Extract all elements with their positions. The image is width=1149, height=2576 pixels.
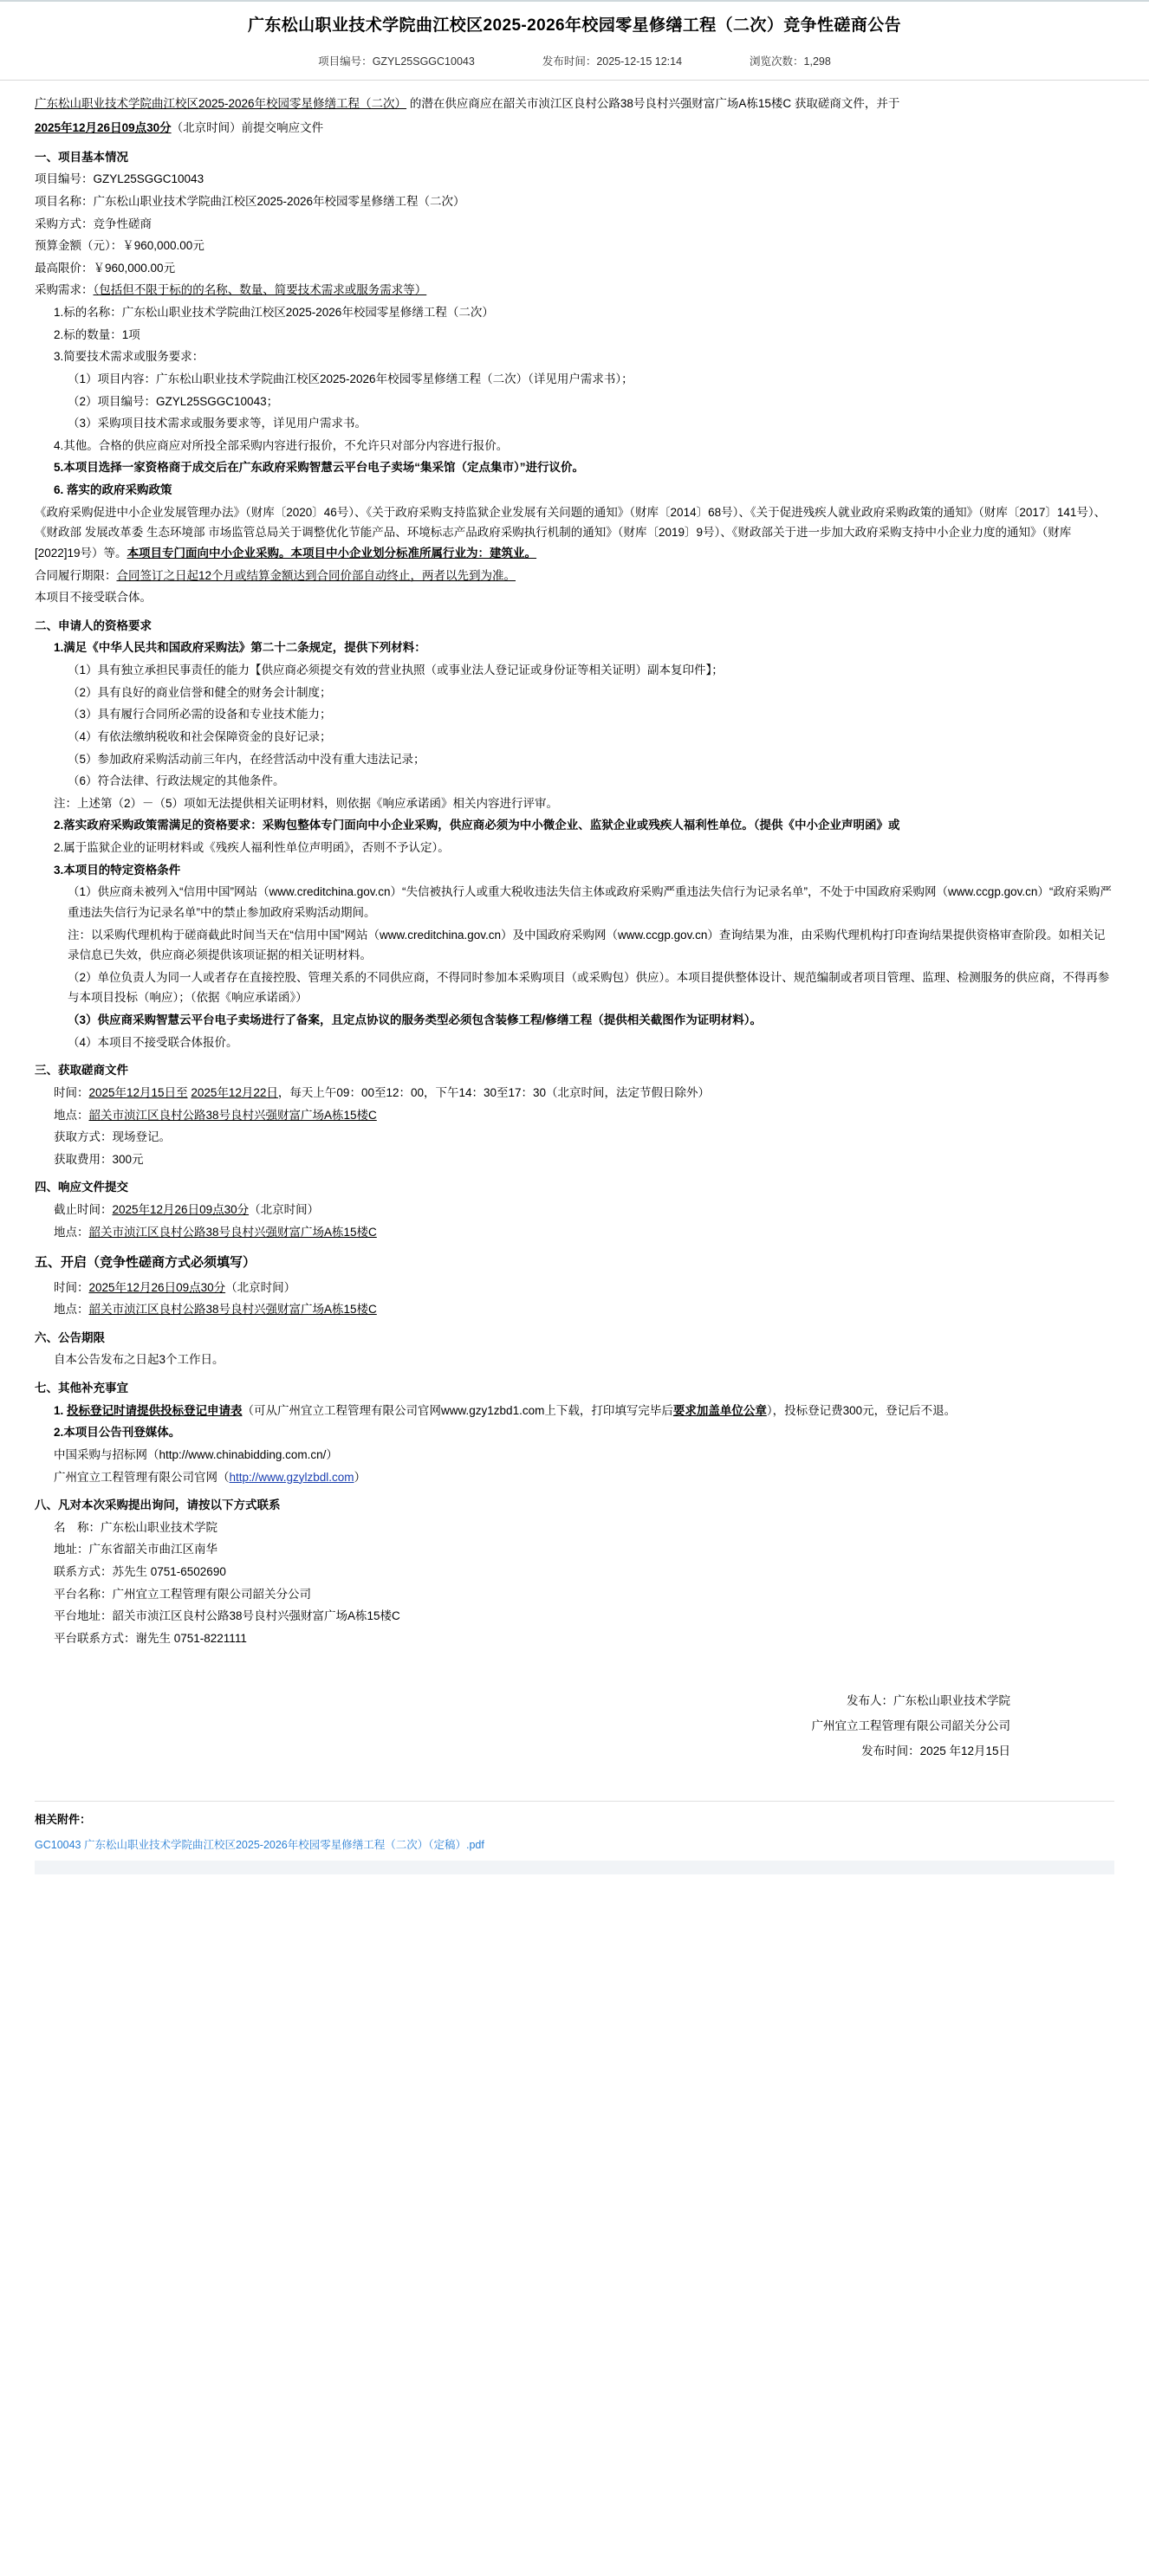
contract-period-label: 合同履行期限： bbox=[35, 568, 117, 582]
footer-publish-line bbox=[35, 1739, 1010, 1763]
footer-publisher-label: 发布人： bbox=[847, 1693, 893, 1707]
section4-place-value: 韶关市浈江区良村公路38号良村兴强财富广场A栋15楼C bbox=[88, 1225, 377, 1239]
intro-text-3: （北京时间）前提交响应文件 bbox=[171, 121, 324, 135]
policy-heading: 6. 落实的政府采购政策 bbox=[54, 483, 172, 497]
section5-time-label: 时间： bbox=[54, 1280, 89, 1294]
views-meta bbox=[750, 53, 831, 72]
project-number-meta bbox=[318, 53, 475, 72]
section7-media-2 bbox=[54, 1467, 1114, 1488]
section6-text: 自本公告发布之日起3个工作日。 bbox=[54, 1353, 224, 1367]
demand-label: 采购需求： bbox=[35, 283, 94, 297]
footer-publisher-value: 广东松山职业技术学院 bbox=[893, 1693, 1010, 1707]
section2-item3-sub-1: 注：以采购代理机构于磋商截此时间当天在“信用中国”网站（www.creditchina.gov.cn）及中国政府采购网（www.ccgp.gov.cn）查询结果为准，由采购代理机构打印查询结果提供资格审查阶段。如相关记录信息已失效，供应商必须提供该项证据的相关证明材料。 bbox=[68, 928, 1106, 962]
section3-time-from: 2025年12月15日至 bbox=[88, 1085, 188, 1099]
attachments-heading: 相关附件： bbox=[35, 1801, 1114, 1830]
section4-deadline-rest: （北京时间） bbox=[249, 1203, 320, 1217]
section2-item1-sub-1: （2）具有良好的商业信誉和健全的财务会计制度； bbox=[68, 685, 332, 699]
publish-time-value: 2025-12-15 12:14 bbox=[596, 55, 683, 68]
section7-item1 bbox=[54, 1401, 1114, 1421]
section2-item3-sub-3: （3）供应商采购智慧云平台电子卖场进行了备案，且定点协议的服务类型必须包含装修工程/修缮工程（提供相关截图作为证明材料）。 bbox=[68, 1013, 763, 1027]
section8-line-3: 平台名称：广州宜立工程管理有限公司韶关分公司 bbox=[54, 1587, 311, 1601]
section5-place-label: 地点： bbox=[54, 1303, 89, 1317]
intro-project-name: 广东松山职业技术学院曲江校区2025-2026年校园零星修缮工程（二次） bbox=[35, 97, 407, 111]
demand-sub-0: （1）项目内容：广东松山职业技术学院曲江校区2025-2026年校园零星修缮工程（二次）（详见用户需求书）； bbox=[68, 372, 633, 385]
demand-item-2: 3.简要技术需求或服务要求： bbox=[54, 350, 204, 364]
section5-heading: 五、开启（竞争性磋商方式必须填写） bbox=[35, 1255, 256, 1271]
section2-item3-sub-0: （1）供应商未被列入“信用中国”网站（www.creditchina.gov.cn）“失信被执行人或重大税收违法失信主体或政府采购严重违法失信行为记录名单”，不处于中国政府采购网（www.ccgp.gov.cn）“政府采购严重违法失信行为记录名单”中的禁止参加政府采购活动期间。 bbox=[68, 885, 1112, 919]
section3-fee: 获取费用：300元 bbox=[54, 1152, 144, 1166]
section8-line-4: 平台地址：韶关市浈江区良村公路38号良村兴强财富广场A栋15楼C bbox=[54, 1609, 400, 1623]
demand-sub-2: （3）采购项目技术需求或服务要求等，详见用户需求书。 bbox=[68, 417, 367, 430]
demand-item-5: 5.本项目选择一家资格商于成交后在广东政府采购智慧云平台电子卖场“集采馆（定点集市）”进行议价。 bbox=[54, 461, 585, 475]
section7-item1-bold: 投标登记时请提供投标登记申请表 bbox=[67, 1403, 243, 1417]
section1-line-0: 项目编号：GZYL25SGGC10043 bbox=[35, 172, 204, 186]
section2-item4: （4）本项目不接受联合体报价。 bbox=[68, 1035, 238, 1049]
section3-time-rest: ，每天上午09：00至12：00，下午14：30至17：30（北京时间，法定节假日除外） bbox=[277, 1085, 711, 1099]
project-number-value: GZYL25SGGC10043 bbox=[372, 55, 475, 68]
intro-paragraph bbox=[35, 93, 1114, 115]
section1-line-3: 预算金额（元）：￥960,000.00元 bbox=[35, 239, 204, 253]
demand-item-0: 1.标的名称：广东松山职业技术学院曲江校区2025-2026年校园零星修缮工程（二次） bbox=[54, 306, 494, 320]
title-bar bbox=[0, 0, 1149, 48]
page-title: 广东松山职业技术学院曲江校区2025-2026年校园零星修缮工程（二次）竞争性磋商公告 bbox=[247, 16, 902, 35]
section7-item1-text: （可从广州宜立工程管理有限公司官网www.gzy1zbd1.com上下载，打印填写完毕后 bbox=[242, 1403, 673, 1417]
footer-publish-date: 2025 年12月15日 bbox=[919, 1744, 1010, 1757]
intro-text-1: 的潜在供应商应在韶关市浈江区良村公路38号良村兴强财富广场A栋15楼C bbox=[409, 97, 792, 111]
document-meta bbox=[0, 48, 1149, 81]
section7-item1-bold2: 要求加盖单位公章 bbox=[672, 1403, 767, 1417]
section7-media-2-post: ） bbox=[354, 1470, 367, 1484]
section6-heading: 六、公告期限 bbox=[35, 1330, 105, 1344]
demand-item-1: 2.标的数量：1项 bbox=[54, 327, 140, 341]
section4-deadline-label: 截止时间： bbox=[54, 1203, 113, 1217]
section8-line-5: 平台联系方式：谢先生 0751-8221111 bbox=[54, 1631, 247, 1645]
section4-place-line bbox=[54, 1222, 1114, 1243]
policy-bold: 本项目专门面向中小企业采购。本项目中小企业划分标准所属行业为：建筑业。 bbox=[127, 546, 537, 560]
section2-note1: 注：上述第（2）－（5）项如无法提供相关证明材料，则依据《响应承诺函》相关内容进行评审。 bbox=[54, 796, 559, 810]
intro-text-2: 获取磋商文件，并于 bbox=[794, 97, 900, 111]
section4-place-label: 地点： bbox=[54, 1225, 89, 1239]
section1-line-1: 项目名称：广东松山职业技术学院曲江校区2025-2026年校园零星修缮工程（二次） bbox=[35, 194, 465, 208]
publish-time-label: 发布时间： bbox=[542, 55, 597, 68]
section7-media-1: 中国采购与招标网（http://www.chinabidding.com.cn/） bbox=[54, 1447, 338, 1461]
section8-line-1: 地址：广东省韶关市曲江区南华 bbox=[54, 1543, 217, 1557]
section5-place-value: 韶关市浈江区良村公路38号良村兴强财富广场A栋15楼C bbox=[88, 1303, 377, 1317]
contract-period-value: 合同签订之日起12个月或结算金额达到合同价部自动终止，两者以先到为准。 bbox=[116, 568, 516, 582]
section3-heading: 三、获取磋商文件 bbox=[35, 1064, 128, 1078]
section2-item1-sub-4: （5）参加政府采购活动前三年内，在经营活动中没有重大违法记录； bbox=[68, 752, 425, 766]
demand-item-4: 4.其他。合格的供应商应对所投全部采购内容进行报价，不允许只对部分内容进行报价。 bbox=[54, 438, 509, 452]
section5-time-line bbox=[54, 1278, 1114, 1298]
joint-bid-line: 本项目不接受联合体。 bbox=[35, 591, 152, 605]
section7-media-2-pre: 广州宜立工程管理有限公司官网（ bbox=[54, 1470, 230, 1484]
section3-place-line bbox=[54, 1105, 1114, 1126]
header-divider bbox=[0, 80, 1149, 81]
section2-heading: 二、申请人的资格要求 bbox=[35, 618, 152, 632]
section2-item3-sub-2: （2）单位负责人为同一人或者存在直接控股、管理关系的不同供应商，不得同时参加本采购项目（或采购包）供应）。本项目提供整体设计、规范编制或者项目管理、监理、检测服务的供应商，不得再参与本项目投标（响应）；（依据《响应承诺函》） bbox=[68, 970, 1110, 1005]
intro-deadline: 2025年12月26日09点30分 bbox=[35, 121, 172, 135]
footer-publisher-line bbox=[35, 1689, 1010, 1712]
section2-item1-sub-0: （1）具有独立承担民事责任的能力【供应商必须提交有效的营业执照（或事业法人登记证或身份证等相关证明）副本复印件】； bbox=[68, 663, 724, 677]
section8-line-2: 联系方式：苏先生 0751-6502690 bbox=[54, 1565, 226, 1579]
section1-line-2: 采购方式：竞争性磋商 bbox=[35, 217, 152, 230]
policy-text: 《政府采购促进中小企业发展管理办法》（财库〔2020〕46号）、《关于政府采购支持监狱企业发展有关问题的通知》（财库〔2014〕68号）、《关于促进残疾人就业政府采购政策的通知》（财库〔2017〕141号）、《财政部 发展改革委 生态环境部 市场监管总局关于调整优化节能产品、环境标志产品政府采购执行机制的通知》（财库〔2019〕9号）、《财政部关于进一步加大政府采购支持中小企业力度的通知》（财库[2022]19号）等。 bbox=[35, 505, 1107, 560]
section3-time-to: 2025年12月22日 bbox=[191, 1085, 278, 1099]
section1-heading: 一、项目基本情况 bbox=[35, 150, 128, 164]
section5-time-value: 2025年12月26日09点30分 bbox=[88, 1280, 226, 1294]
project-number-label: 项目编号： bbox=[318, 55, 373, 68]
section2-item3-head: 3.本项目的特定资格条件 bbox=[54, 863, 181, 877]
section8-line-0: 名 称：广东松山职业技术学院 bbox=[54, 1520, 217, 1534]
section8-heading: 八、凡对本次采购提出询问，请按以下方式联系 bbox=[35, 1498, 281, 1512]
intro-paragraph-2 bbox=[35, 117, 1114, 139]
section2-item2: 2.属于监狱企业的证明材料或《残疾人福利性单位声明函》，否则不予认定）。 bbox=[54, 841, 450, 855]
section3-place-label: 地点： bbox=[54, 1108, 89, 1122]
document-footer bbox=[35, 1689, 1114, 1763]
section2-item1-sub-5: （6）符合法律、行政法规定的其他条件。 bbox=[68, 774, 285, 788]
section3-time-label: 时间： bbox=[54, 1085, 89, 1099]
agency-website-link[interactable]: http://www.gzylzbdl.com bbox=[229, 1470, 354, 1484]
section3-method: 获取方式：现场登记。 bbox=[54, 1130, 171, 1144]
section5-place-line bbox=[54, 1299, 1114, 1320]
section2-item1: 1.满足《中华人民共和国政府采购法》第二十二条规定，提供下列材料： bbox=[54, 641, 426, 655]
section2-item2-head: 2.落实政府采购政策需满足的资格要求：采购包整体专门面向中小企业采购，供应商必须为中小微企业、监狱企业或残疾人福利性单位。（提供《中小企业声明函》或 bbox=[54, 819, 900, 832]
section4-deadline-line bbox=[54, 1200, 1114, 1220]
section2-item1-sub-2: （3）具有履行合同所必需的设备和专业技术能力； bbox=[68, 708, 332, 722]
attachment-bar bbox=[35, 1861, 1114, 1874]
document-body bbox=[0, 93, 1149, 1892]
section7-item1-text2: ），投标登记费300元，登记后不退。 bbox=[766, 1403, 957, 1417]
section7-item2-head: 2.本项目公告刊登媒体。 bbox=[54, 1426, 181, 1440]
demand-line bbox=[35, 280, 1114, 301]
publish-time-meta bbox=[542, 53, 682, 72]
views-label: 浏览次数： bbox=[750, 55, 804, 68]
section2-item1-sub-3: （4）有依法缴纳税收和社会保障资金的良好记录； bbox=[68, 729, 332, 743]
demand-note: （包括但不限于标的的名称、数量、简要技术需求或服务需求等） bbox=[93, 283, 427, 297]
contract-period-line bbox=[35, 566, 1114, 586]
demand-sub-1: （2）项目编号：GZYL25SGGC10043； bbox=[68, 394, 279, 408]
attachment-link[interactable]: GC10043 广东松山职业技术学院曲江校区2025-2026年校园零星修缮工程（二次）（定稿）.pdf bbox=[35, 1839, 484, 1852]
section4-deadline-value: 2025年12月26日09点30分 bbox=[112, 1203, 250, 1217]
footer-publish-label: 发布时间： bbox=[861, 1744, 920, 1757]
section1-line-4: 最高限价：￥960,000.00元 bbox=[35, 261, 176, 275]
section5-time-rest: （北京时间） bbox=[225, 1280, 296, 1294]
section7-heading: 七、其他补充事宜 bbox=[35, 1382, 128, 1395]
policy-paragraph bbox=[35, 502, 1114, 564]
section7-item1-number: 1. bbox=[54, 1403, 64, 1417]
views-value: 1,298 bbox=[803, 55, 831, 68]
section3-place-value: 韶关市浈江区良村公路38号良村兴强财富广场A栋15楼C bbox=[88, 1108, 377, 1122]
section4-heading: 四、响应文件提交 bbox=[35, 1181, 128, 1194]
section3-time-line bbox=[54, 1083, 1114, 1104]
footer-agency: 广州宜立工程管理有限公司韶关分公司 bbox=[811, 1718, 1010, 1732]
